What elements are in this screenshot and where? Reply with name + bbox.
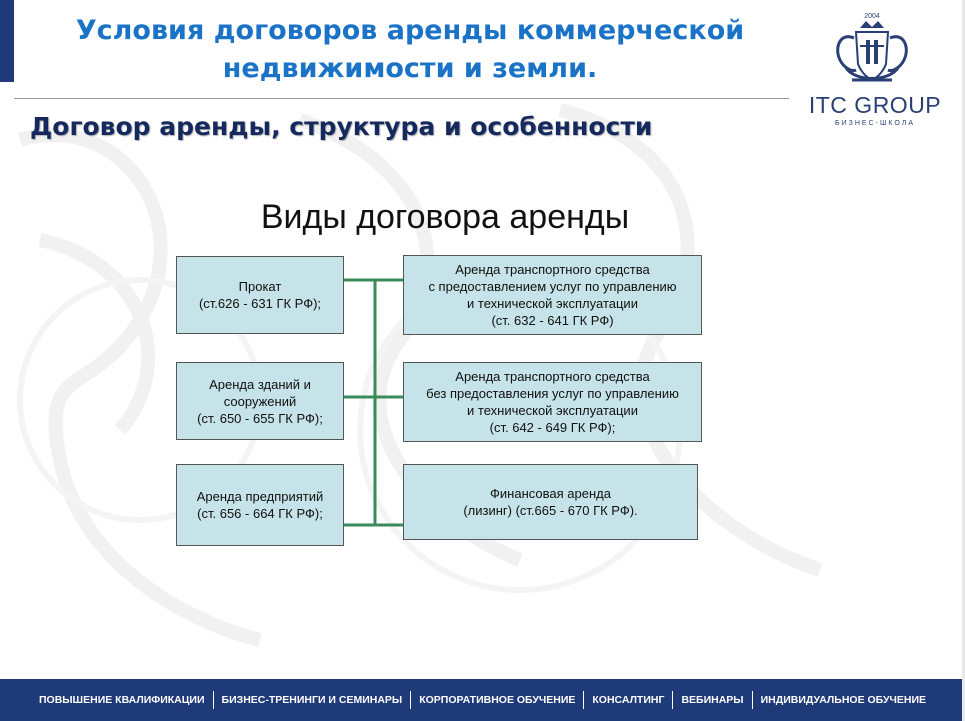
box-vehicle-lease-without-crew: Аренда транспортного средства без предоставления услуг по управлению и технической эксплуатации (ст. 642 - 649 ГК РФ); <box>403 362 702 442</box>
box-vehicle-lease-with-crew: Аренда транспортного средства с предоставлением услуг по управлению и технической эксплуатации (ст. 632 - 641 ГК РФ) <box>403 255 702 335</box>
logo-name: ITC GROUP <box>808 92 942 118</box>
footer-link-webinars[interactable]: ВЕБИНАРЫ <box>681 694 744 706</box>
footer-nav <box>0 679 965 721</box>
diagram-title: Виды договора аренды <box>260 198 630 236</box>
footer-link-qualification[interactable]: ПОВЫШЕНИЕ КВАЛИФИКАЦИИ <box>38 694 205 706</box>
box-buildings-lease: Аренда зданий и сооружений (ст. 650 - 655 ГК РФ); <box>176 362 344 440</box>
title-line-2: недвижимости и земли. <box>222 53 598 84</box>
page-subtitle: Договор аренды, структура и особенности <box>30 112 653 141</box>
box-enterprise-lease: Аренда предприятий (ст. 656 - 664 ГК РФ); <box>176 464 344 546</box>
footer-link-consulting[interactable]: КОНСАЛТИНГ <box>592 694 665 706</box>
box-financial-lease: Финансовая аренда (лизинг) (ст.665 - 670 ГК РФ). <box>403 464 698 540</box>
footer-link-corporate[interactable]: КОРПОРАТИВНОЕ ОБУЧЕНИЕ <box>419 694 576 706</box>
title-line-1: Условия договоров аренды коммерческой <box>75 15 745 46</box>
footer-link-individual[interactable]: ИНДИВИДУАЛЬНОЕ ОБУЧЕНИЕ <box>760 694 927 706</box>
box-rental: Прокат (ст.626 - 631 ГК РФ); <box>176 256 344 334</box>
logo-year: 2004 <box>864 13 880 20</box>
footer-link-trainings[interactable]: БИЗНЕС-ТРЕНИНГИ И СЕМИНАРЫ <box>221 694 403 706</box>
logo-tagline: БИЗНЕС-ШКОЛА <box>834 120 915 127</box>
